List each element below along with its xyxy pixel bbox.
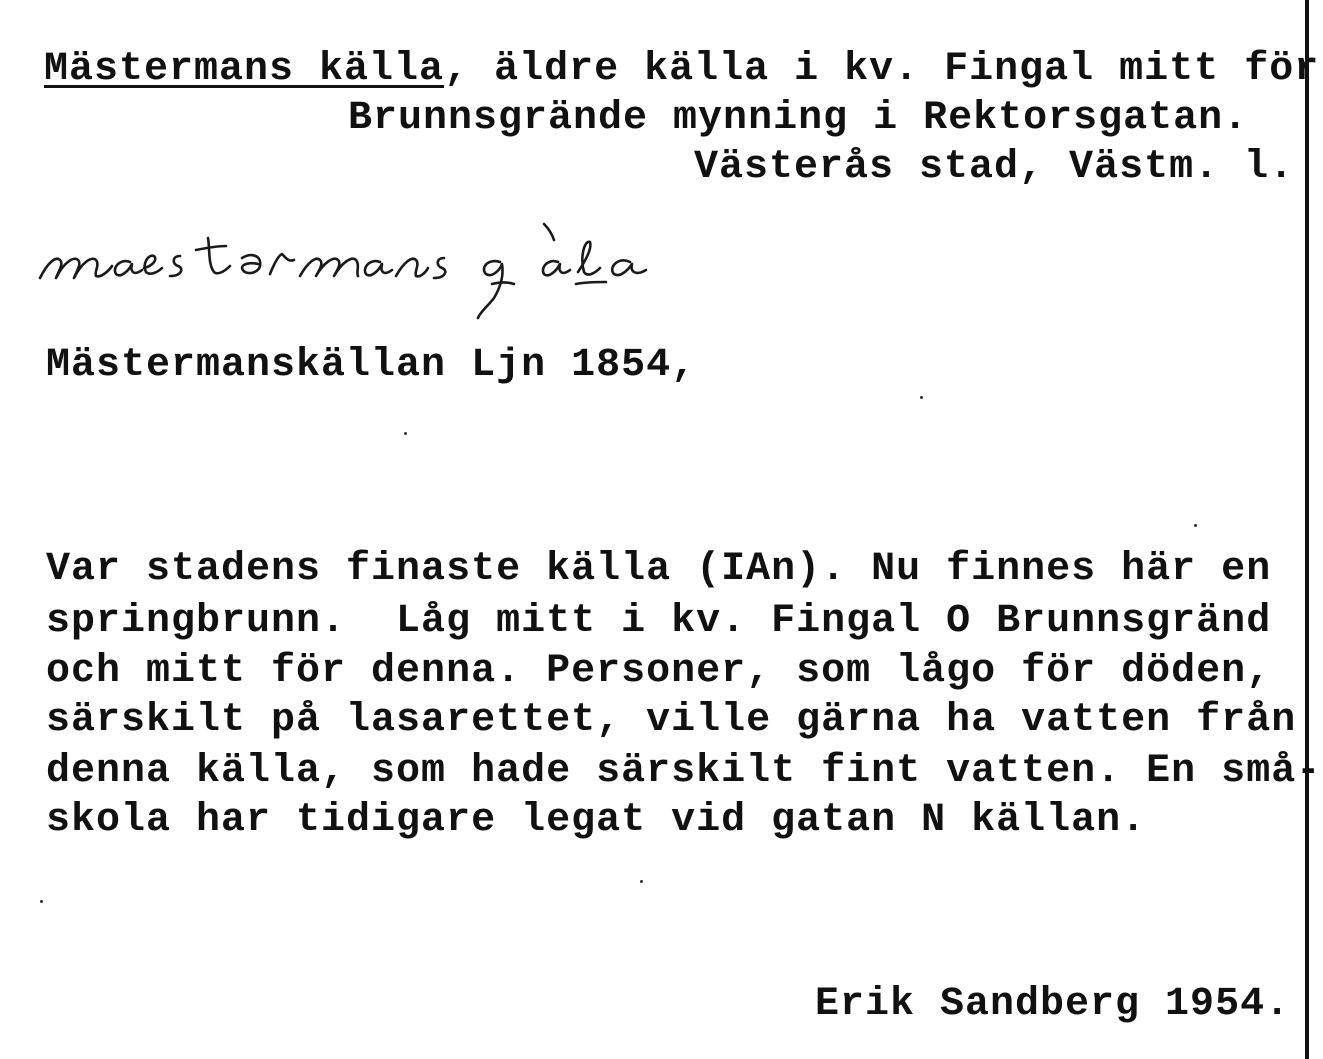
header-line-1-rest: , äldre källa i kv. Fingal mitt för [444,47,1320,92]
header-line-1 [44,47,1320,92]
header-line-3: Västerås stad, Västm. l. [694,145,1295,190]
header-line-2: Brunnsgrände mynning i Rektorsgatan. [348,96,1249,141]
body-line-5: denna källa, som hade särskilt fint vatten. En små- [46,749,1322,794]
scan-speck [920,396,923,399]
handwritten-pronunciation [30,210,900,340]
signature: Erik Sandberg 1954. [815,982,1291,1027]
body-line-3: och mitt för denna. Personer, som lågo för döden, [46,649,1272,694]
scan-speck [404,432,407,435]
body-line-2: springbrunn. Låg mitt i kv. Fingal O Brunnsgränd [46,599,1272,644]
headword: Mästermans källa [44,47,445,92]
scan-speck [640,880,643,883]
scan-speck [40,900,43,903]
body-line-4: särskilt på lasarettet, ville gärna ha vatten från [46,698,1297,743]
body-line-6: skola har tidigare legat vid gatan N källan. [46,798,1147,843]
scan-speck [1194,524,1197,527]
source-note: Mästermanskällan Ljn 1854, [46,343,697,388]
body-line-1: Var stadens finaste källa (IAn). Nu finnes här en [46,547,1272,592]
card-edge-border [1305,0,1309,1059]
